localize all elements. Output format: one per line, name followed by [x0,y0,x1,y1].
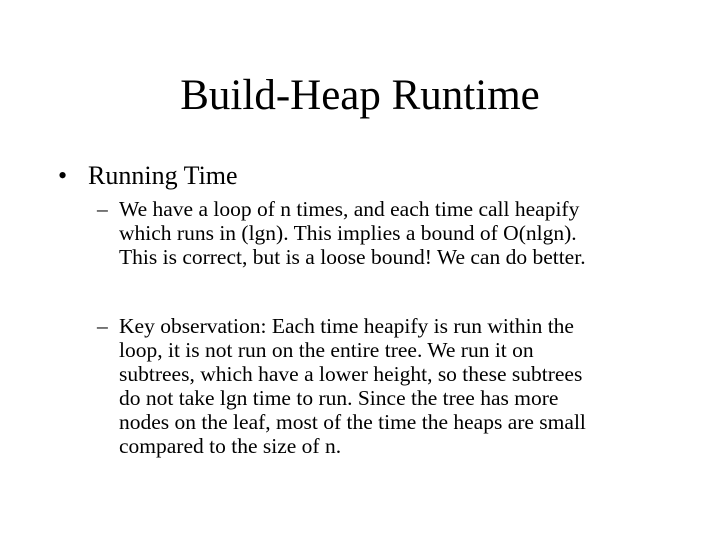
subpoint-text: Key observation: Each time heapify is run within the loop, it is not run on the entire tree. We run it on subtrees, which have a lower height, so these subtrees do not take lgn time to run. Since the tree has more nodes on the leaf, most of the time the heaps are small compared to the size of n. [119,314,586,458]
subpoint-loose-bound [97,197,659,269]
subpoint-text: We have a loop of n times, and each time call heapify which runs in (lgn). This implies a bound of O(nlgn). This is correct, but is a loose bound! We can do better. [119,197,586,269]
bullet-running-time [58,160,238,192]
bullet-text: Running Time [88,161,238,190]
subpoint-dash: – [97,197,108,221]
bullet-marker: • [58,161,68,190]
subpoint-dash: – [97,314,108,338]
subpoint-key-observation [97,314,659,458]
slide-title: Build-Heap Runtime [180,72,540,119]
